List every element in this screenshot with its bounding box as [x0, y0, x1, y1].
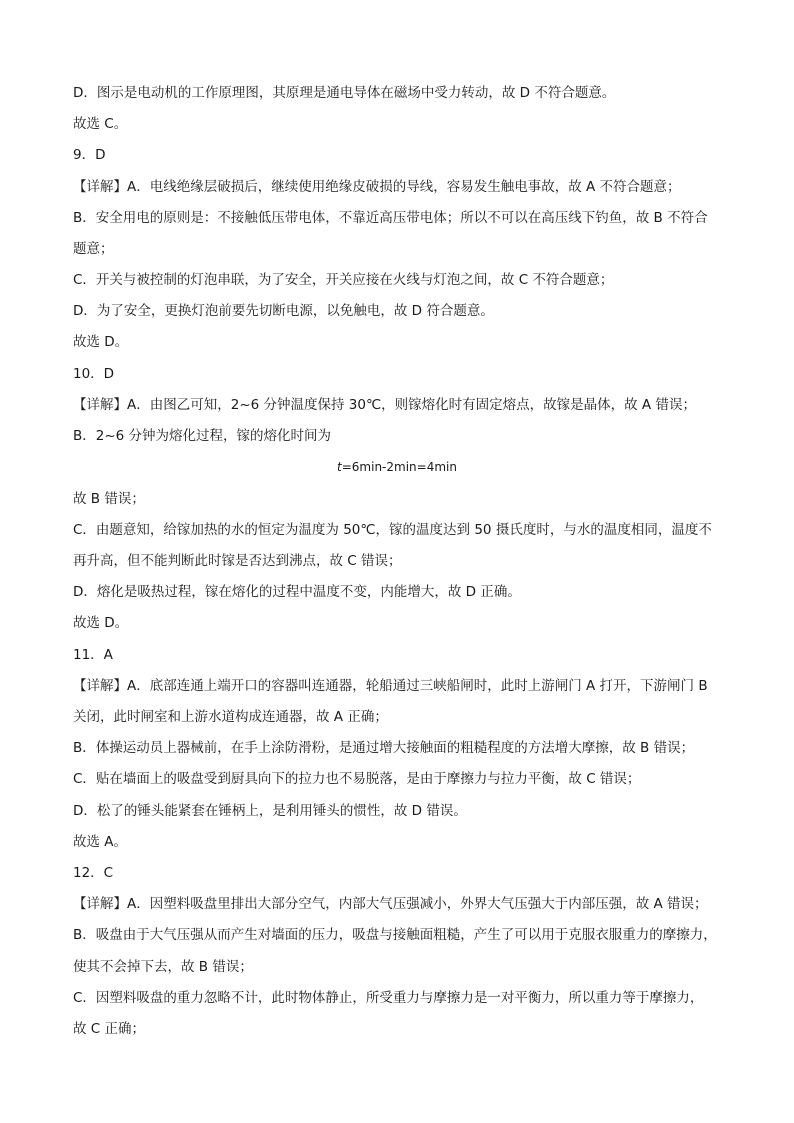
text-line: D．熔化是吸热过程，镓在熔化的过程中温度不变，内能增大，故 D 正确。 — [73, 584, 521, 600]
question-number: 9．D — [73, 147, 106, 163]
text-line: 故选 A。 — [73, 834, 128, 850]
text-line: D．为了安全，更换灯泡前要先切断电源，以免触电，故 D 符合题意。 — [73, 303, 494, 319]
text-line: 【详解】A．电线绝缘层破损后，继续使用绝缘皮破损的导线，容易发生触电事故，故 A 不符合题意； — [73, 179, 681, 195]
text-line: C．贴在墙面上的吸盘受到厨具向下的拉力也不易脱落，是由于摩擦力与拉力平衡，故 C 错误； — [73, 771, 641, 787]
text-line: 故选 C。 — [73, 116, 128, 132]
text-line: 题意； — [73, 241, 114, 257]
question-number: 10．D — [73, 366, 115, 382]
text-line: D．图示是电动机的工作原理图，其原理是通电导体在磁场中受力转动，故 D 不符合题意。 — [73, 85, 616, 101]
equation-body: =6min-2min=4min — [341, 460, 457, 474]
text-line: 【详解】A．底部连通上端开口的容器叫连通器，轮船通过三峡船闸时，此时上游闸门 A 打开，下游闸门 B — [73, 678, 708, 694]
text-line: 故选 D。 — [73, 615, 129, 631]
text-line: 再升高，但不能判断此时镓是否达到沸点，故 C 错误； — [73, 553, 402, 569]
text-line: 【详解】A．因塑料吸盘里排出大部分空气，内部大气压强减小，外界大气压强大于内部压强，故 A 错误； — [73, 896, 708, 912]
text-line: D．松了的锤头能紧套在锤柄上，是利用锤头的惯性，故 D 错误。 — [73, 803, 467, 819]
text-line: 关闭，此时闸室和上游水道构成连通器，故 A 正确； — [73, 709, 388, 725]
text-line: B．体操运动员上器械前，在手上涂防滑粉，是通过增大接触面的粗糙程度的方法增大摩擦，故 B 错误； — [73, 740, 695, 756]
equation — [0, 457, 794, 477]
text-line: C．因塑料吸盘的重力忽略不计，此时物体静止，所受重力与摩擦力是一对平衡力，所以重力等于摩擦力， — [73, 990, 704, 1006]
text-line: C．开关与被控制的灯泡串联，为了安全，开关应接在火线与灯泡之间，故 C 不符合题意； — [73, 272, 614, 288]
text-line: 故 C 正确； — [73, 1021, 146, 1037]
text-line: B．吸盘由于大气压强从而产生对墙面的压力，吸盘与接触面粗糙，产生了可以用于克服衣服重力的摩擦力， — [73, 927, 717, 943]
text-line: 使其不会掉下去，故 B 错误； — [73, 959, 253, 975]
question-number: 12．C — [73, 865, 114, 881]
text-line: 故 B 错误； — [73, 491, 145, 507]
text-line: B．2~6 分钟为熔化过程，镓的熔化时间为 — [73, 428, 332, 444]
text-line: B．安全用电的原则是：不接触低压带电体，不靠近高压带电体；所以不可以在高压线下钓鱼，故 B 不符合 — [73, 210, 708, 226]
question-number: 11．A — [73, 647, 113, 663]
text-line: 【详解】A．由图乙可知，2~6 分钟温度保持 30℃，则镓熔化时有固定熔点，故镓是晶体，故 A 错误； — [73, 397, 696, 413]
equation-variable: t — [337, 460, 342, 474]
text-line: 故选 D。 — [73, 334, 129, 350]
text-line: C．由题意知，给镓加热的水的恒定为温度为 50℃，镓的温度达到 50 摄氏度时，与水的温度相同，温度不 — [73, 522, 712, 538]
